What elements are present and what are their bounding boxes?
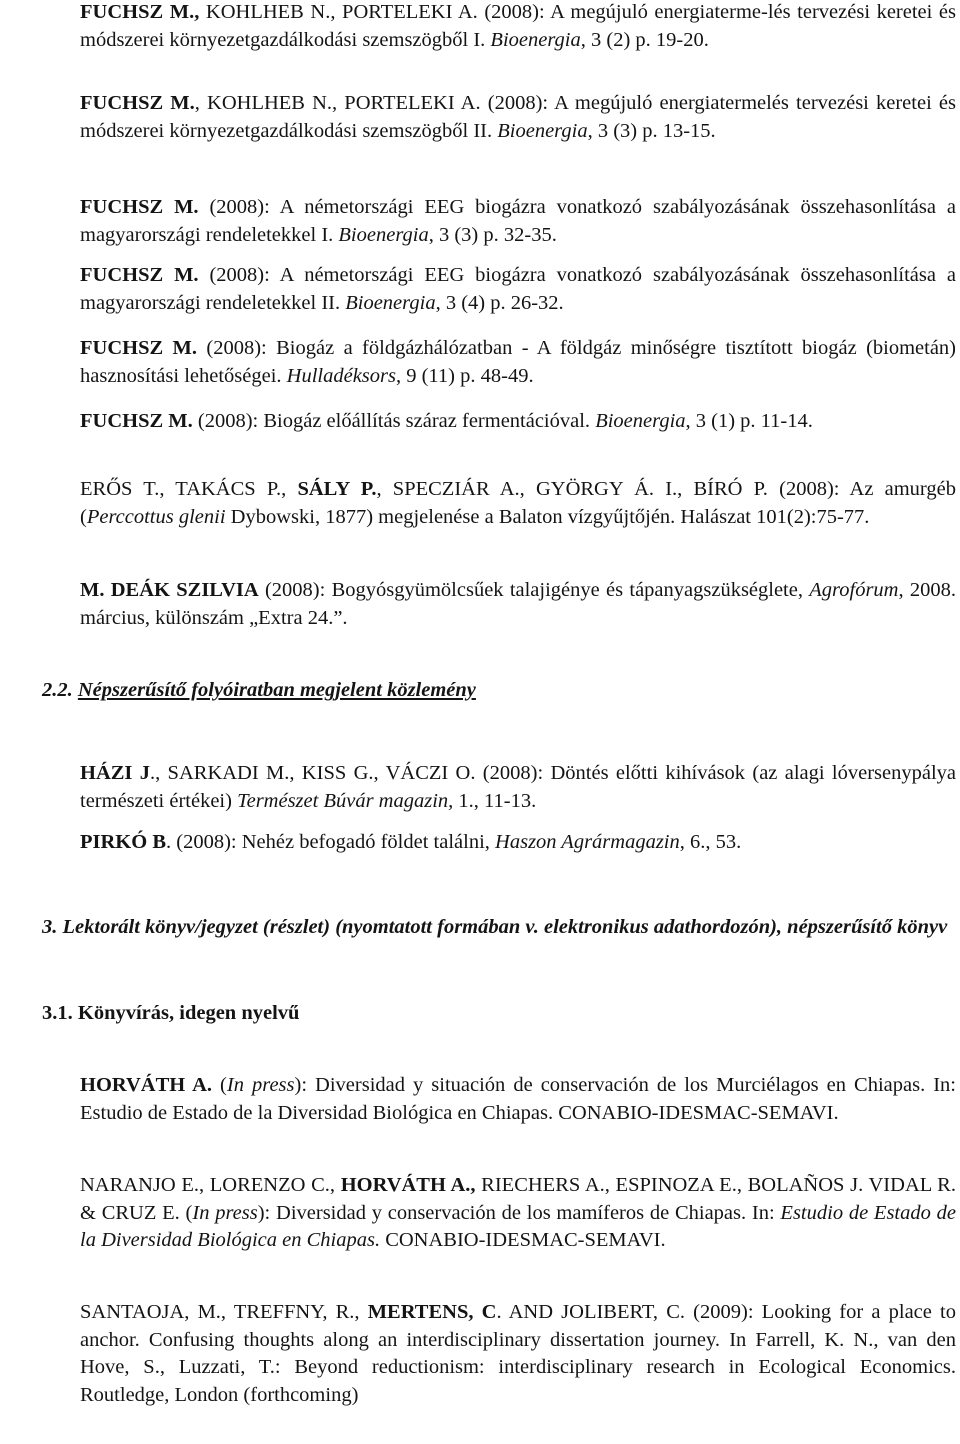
reference-text-run: Dybowski, 1877) megjelenése a Balaton vízgyűjtőjén. Halászat 101(2):75-77. bbox=[225, 505, 870, 528]
reference-entry bbox=[80, 760, 956, 815]
reference-text-run: In press bbox=[226, 1074, 295, 1096]
reference-text-run: CONABIO-IDESMAC-SEMAVI. bbox=[380, 1229, 666, 1251]
reference-entry bbox=[80, 1072, 956, 1127]
reference-text-run: FUCHSZ M. bbox=[80, 410, 193, 432]
reference-text-run: Bioenergia bbox=[338, 223, 429, 246]
reference-text-run: Hulladéksors bbox=[286, 364, 396, 387]
reference-text-run: FUCHSZ M. bbox=[80, 92, 195, 114]
reference-text-run: Perccottus glenii bbox=[86, 505, 226, 528]
reference-text-run: , SPECZIÁR A., GYÖRGY Á. I., BÍRÓ P. (2008): Az amurgéb ( bbox=[80, 478, 956, 528]
reference-text-run: (2008): Biogáz előállítás száraz fermentációval. bbox=[192, 410, 596, 432]
reference-text-run: , 2008. március, különszám „Extra 24.”. bbox=[80, 579, 957, 629]
reference-entry bbox=[80, 1299, 956, 1409]
reference-text-run: RIECHERS A., ESPINOZA E., BOLAÑOS J. VIDAL R. & CRUZ E. ( bbox=[80, 1174, 956, 1224]
reference-entry bbox=[80, 408, 956, 436]
section-title: Népszerűsítő folyóiratban megjelent közlemény bbox=[77, 679, 476, 701]
reference-text-run: HORVÁTH A., bbox=[340, 1174, 476, 1196]
reference-text-run: . AND JOLIBERT, C. (2009): Looking for a place to anchor. Confusing thoughts along an interdisciplinary dissertation journey. In Farrell, K. N., van den Hove, S., Luzzati, T.: Beyond reductionism: interdisciplinary research in Ecological Economics. Routledge, London (forthcoming) bbox=[80, 1301, 956, 1406]
reference-text-run: Estudio de Estado de la Diversidad Biológica en Chiapas. bbox=[80, 1201, 956, 1251]
reference-text-run: , 6., 53. bbox=[679, 831, 742, 853]
reference-text-run: HORVÁTH A. bbox=[80, 1074, 213, 1096]
reference-text-run: , 3 (3) p. 13-15. bbox=[587, 119, 716, 142]
reference-entry bbox=[80, 1172, 956, 1255]
section-heading-3-1: 3.1. Könyvírás, idegen nyelvű bbox=[42, 1002, 300, 1024]
reference-text-run: (2008): Biogáz a földgázhálózatban - A földgáz minőségre tisztított biogáz (biometán) hasznosítási lehetőségei. bbox=[80, 337, 957, 387]
reference-entry bbox=[80, 90, 956, 145]
section-number: 2.2. bbox=[42, 679, 73, 701]
reference-text-run: Természet Búvár magazin, bbox=[237, 789, 454, 812]
reference-text-run: Bioenergia bbox=[497, 119, 588, 142]
reference-text-run: Agrofórum bbox=[809, 579, 899, 601]
reference-text-run: 1., 11-13. bbox=[453, 789, 537, 812]
reference-text-run: , 3 (3) p. 32-35. bbox=[428, 223, 557, 246]
section-heading-2-2 bbox=[42, 677, 476, 705]
reference-entry bbox=[80, 335, 956, 390]
reference-text-run: ., SARKADI M., KISS G., VÁCZI O. (2008): Döntés előtti kihívások (az alagi lóversenypálya természeti értékei) bbox=[80, 762, 956, 812]
reference-entry bbox=[80, 577, 956, 632]
reference-text-run: (2008): Bogyósgyümölcsűek talajigénye és tápanyagszükséglete, bbox=[258, 579, 810, 601]
reference-text-run: ): Diversidad y situación de conservación de los Murciélagos en Chiapas. In: Estudio de Estado de la Diversidad Biológica en Chiapas. CONABIO-IDESMAC-SEMAVI. bbox=[80, 1074, 956, 1124]
reference-text-run: NARANJO E., LORENZO C., bbox=[80, 1174, 341, 1196]
reference-text-run: FUCHSZ M. bbox=[80, 264, 199, 286]
reference-entry bbox=[80, 829, 956, 857]
reference-text-run: , KOHLHEB N., PORTELEKI A. (2008): A megújuló energiatermelés tervezési keretei és módszerei környezetgazdálkodási szemszögből II. bbox=[80, 92, 956, 142]
reference-text-run: , 9 (11) p. 48-49. bbox=[395, 364, 534, 387]
reference-entry bbox=[80, 476, 956, 531]
reference-text-run: KOHLHEB N., PORTELEKI A. (2008): A megújuló energiaterme-lés tervezési keretei és módszerei környezetgazdálkodási szemszögből I. bbox=[80, 1, 957, 51]
reference-entry bbox=[80, 0, 956, 54]
section-heading-3: 3. Lektorált könyv/jegyzet (részlet) (nyomtatott formában v. elektronikus adathordozón), népszerűsítő könyv bbox=[42, 916, 948, 938]
reference-text-run: ): Diversidad y conservación de los mamíferos de Chiapas. In: bbox=[257, 1201, 781, 1224]
reference-entry bbox=[80, 194, 956, 249]
reference-text-run: ( bbox=[212, 1074, 227, 1096]
reference-text-run: (2008): A németországi EEG biogázra vonatkozó szabályozásának összehasonlítása a magyarországi rendeletekkel II. bbox=[80, 264, 956, 314]
reference-text-run: MERTENS, C bbox=[367, 1301, 497, 1323]
reference-text-run: FUCHSZ M. bbox=[80, 337, 198, 359]
reference-text-run: In press bbox=[192, 1201, 258, 1224]
reference-text-run: , 3 (2) p. 19-20. bbox=[580, 28, 709, 51]
reference-text-run: Bioenergia bbox=[345, 291, 436, 314]
reference-text-run: Bioenergia bbox=[595, 410, 686, 432]
reference-text-run: FUCHSZ M. bbox=[80, 196, 199, 218]
reference-text-run: , 3 (1) p. 11-14. bbox=[685, 410, 813, 432]
reference-entry bbox=[80, 262, 956, 317]
reference-text-run: Bioenergia bbox=[490, 28, 581, 51]
reference-text-run: . (2008): Nehéz befogadó földet találni, bbox=[166, 831, 496, 853]
reference-text-run: PIRKÓ B bbox=[80, 831, 166, 853]
reference-text-run: HÁZI J bbox=[80, 762, 150, 784]
reference-text-run: SANTAOJA, M., TREFFNY, R., bbox=[80, 1301, 368, 1323]
reference-text-run: Haszon Agrármagazin bbox=[495, 831, 680, 853]
reference-text-run: M. DEÁK SZILVIA bbox=[80, 579, 259, 601]
reference-text-run: , 3 (4) p. 26-32. bbox=[435, 291, 564, 314]
reference-text-run: FUCHSZ M., bbox=[80, 1, 206, 23]
reference-text-run: (2008): A németországi EEG biogázra vonatkozó szabályozásának összehasonlítása a magyarországi rendeletekkel I. bbox=[80, 196, 956, 246]
reference-text-run: SÁLY P. bbox=[297, 478, 377, 500]
reference-text-run: ERŐS T., TAKÁCS P., bbox=[80, 478, 298, 500]
